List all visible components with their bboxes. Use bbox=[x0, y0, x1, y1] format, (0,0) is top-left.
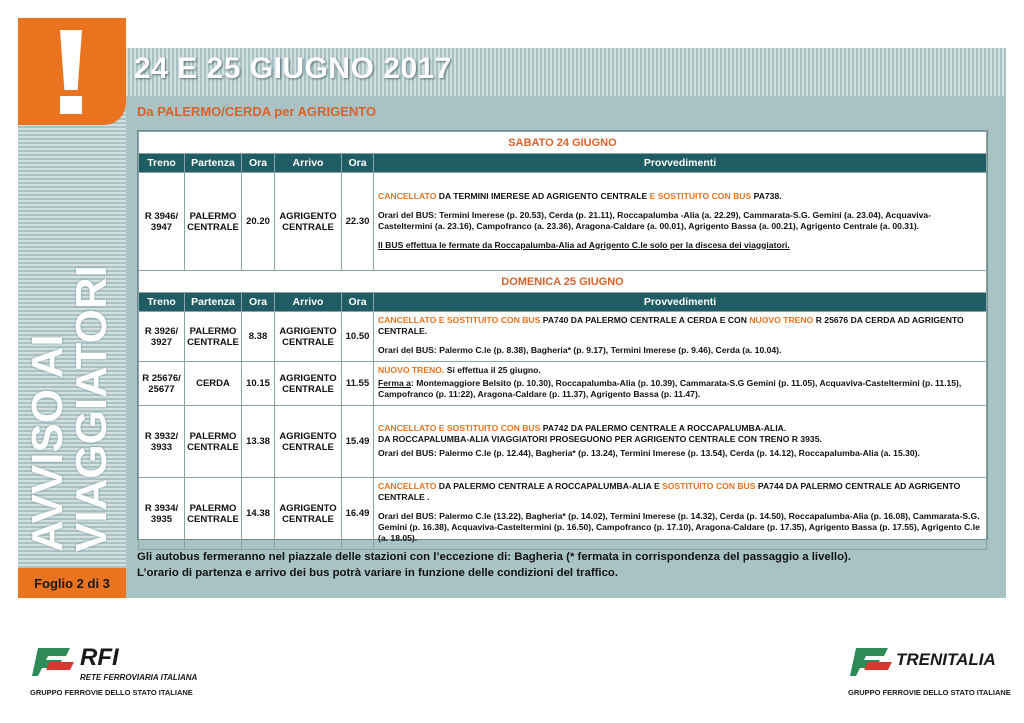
col-provvedimenti: Provvedimenti bbox=[374, 293, 987, 312]
status-new-train: NUOVO TRENO. bbox=[378, 365, 445, 375]
prov-text: DA TERMINI IMERESE AD AGRIGENTO CENTRALE bbox=[436, 190, 650, 201]
col-arrivo: Arrivo bbox=[275, 293, 342, 312]
status-new-train: NUOVO TRENO bbox=[749, 315, 814, 325]
rfi-logo bbox=[30, 640, 210, 700]
schedule-table bbox=[137, 130, 988, 543]
table-row bbox=[139, 173, 987, 271]
partenza-cell: PALERMO CENTRALE bbox=[185, 173, 242, 271]
col-ora-partenza: Ora bbox=[242, 154, 275, 173]
status-bus: SOSTITUITO CON BUS bbox=[662, 481, 756, 491]
table-row bbox=[139, 406, 987, 478]
page-title: 24 E 25 GIUGNO 2017 bbox=[134, 52, 452, 85]
provvedimenti-cell bbox=[374, 173, 987, 271]
table-row bbox=[139, 312, 987, 362]
prov-text: PA738. bbox=[751, 190, 782, 201]
stops-label: Ferma a bbox=[378, 378, 411, 388]
prov-text: DA ROCCAPALUMBA-ALIA VIAGGIATORI PROSEGUONO PER AGRIGENTO CENTRALE CON TRENO R 3935. bbox=[378, 433, 822, 444]
treno-cell: R 3926/ 3927 bbox=[139, 312, 185, 362]
prov-text: DA PALERMO CENTRALE A ROCCAPALUMBA-ALIA E bbox=[436, 481, 663, 491]
provvedimenti-cell bbox=[374, 406, 987, 478]
fs-mark-icon bbox=[30, 642, 76, 682]
ora-arrivo-cell: 16.49 bbox=[342, 478, 374, 550]
status-cancelled: CANCELLATO E SOSTITUITO CON BUS bbox=[378, 422, 541, 433]
partenza-cell: PALERMO CENTRALE bbox=[185, 312, 242, 362]
table-row bbox=[139, 362, 987, 406]
prov-text: Si effettua il 25 giugno. bbox=[444, 365, 541, 375]
provvedimenti-cell bbox=[374, 312, 987, 362]
arrivo-cell: AGRIGENTO CENTRALE bbox=[275, 478, 342, 550]
col-treno: Treno bbox=[139, 154, 185, 173]
partenza-cell: PALERMO CENTRALE bbox=[185, 478, 242, 550]
status-cancelled: CANCELLATO bbox=[378, 190, 437, 201]
treno-cell: R 3946/ 3947 bbox=[139, 173, 185, 271]
col-treno: Treno bbox=[139, 293, 185, 312]
prov-text: PA740 DA PALERMO CENTRALE A CERDA E CON bbox=[540, 315, 750, 325]
route-subtitle: Da PALERMO/CERDA per AGRIGENTO bbox=[137, 104, 377, 119]
treno-cell: R 3932/ 3933 bbox=[139, 406, 185, 478]
ora-arrivo-cell: 10.50 bbox=[342, 312, 374, 362]
exclamation-dot bbox=[60, 96, 82, 114]
prov-text: PA742 DA PALERMO CENTRALE A ROCCAPALUMBA-ALIA. bbox=[540, 422, 787, 433]
partenza-cell: PALERMO CENTRALE bbox=[185, 406, 242, 478]
sheet-indicator: Foglio 2 di 3 bbox=[18, 568, 126, 598]
partenza-cell: CERDA bbox=[185, 362, 242, 406]
ora-partenza-cell: 10.15 bbox=[242, 362, 275, 406]
trenitalia-logo bbox=[848, 640, 1011, 700]
status-cancelled: CANCELLATO bbox=[378, 481, 437, 491]
col-partenza: Partenza bbox=[185, 293, 242, 312]
footnote-line2: L’orario di partenza e arrivo dei bus potrà variare in funzione delle condizioni del traffico. bbox=[137, 567, 619, 579]
arrivo-cell: AGRIGENTO CENTRALE bbox=[275, 312, 342, 362]
ora-arrivo-cell: 15.49 bbox=[342, 406, 374, 478]
prov-text: PA744 DA PALERMO CENTRALE AD AGRIGENTO CENTRALE . bbox=[378, 481, 961, 502]
col-ora-arrivo: Ora bbox=[342, 154, 374, 173]
bus-times: Orari del BUS: Palermo C.le (p. 8.38), Bagheria* (p. 9.17), Termini Imerese (p. 9.46), Cerda (a. 10.04). bbox=[378, 345, 782, 355]
col-ora-arrivo: Ora bbox=[342, 293, 374, 312]
col-arrivo: Arrivo bbox=[275, 154, 342, 173]
ora-arrivo-cell: 11.55 bbox=[342, 362, 374, 406]
provvedimenti-cell bbox=[374, 478, 987, 550]
provvedimenti-cell bbox=[374, 362, 987, 406]
ora-partenza-cell: 13.38 bbox=[242, 406, 275, 478]
stops-list: : Montemaggiore Belsito (p. 10.30), Roccapalumba-Alia (p. 10.39), Cammarata-S.G Gemini (p. 11.05), Acquaviva-Casteltermini (p. 11.15), Campofranco (p. 11:22), Aragona-Caldare (p. 11.37), Agrigento Bassa (p. 11.47). bbox=[378, 378, 962, 399]
status-cancelled: CANCELLATO E SOSTITUITO CON BUS bbox=[378, 315, 541, 325]
footnote bbox=[137, 549, 997, 581]
fs-mark-icon bbox=[848, 642, 894, 682]
ora-arrivo-cell: 22.30 bbox=[342, 173, 374, 271]
day-label-saturday: SABATO 24 GIUGNO bbox=[139, 132, 987, 154]
trenitalia-group-label: GRUPPO FERROVIE DELLO STATO ITALIANE bbox=[848, 688, 1011, 697]
prov-text: R 25676 DA CERDA AD AGRIGENTO CENTRALE. bbox=[378, 315, 964, 336]
bus-note: Il BUS effettua le fermate da Roccapalumba-Alia ad Agrigento C.le solo per la discesa dei viaggiatori. bbox=[378, 239, 790, 250]
bus-times: Orari del BUS: Palermo C.le (p. 12.44), Bagheria* (p. 13.24), Termini Imerese (p. 13.54), Cerda (p. 14.12), Roccapalumba-Alia (a. 15.30). bbox=[378, 447, 920, 458]
table-header bbox=[139, 293, 987, 312]
rfi-subtitle: RETE FERROVIARIA ITALIANA bbox=[80, 673, 198, 682]
bus-times: Orari del BUS: Termini Imerese (p. 20.53), Cerda (p. 21.11), Roccapalumba -Alia (a. 22.29), Cammarata-S.G. Gemini (a. 23.04), Acquaviva-Casteltermini (a. 23.16), Campofranco (a. 23.36), Aragona-Caldare (a. 00.01), Agrigento Bassa (a. 00.21), Agrigento Centrale (a. 00.31). bbox=[378, 209, 932, 231]
arrivo-cell: AGRIGENTO CENTRALE bbox=[275, 362, 342, 406]
rfi-wordmark: RFI bbox=[80, 644, 119, 671]
arrivo-cell: AGRIGENTO CENTRALE bbox=[275, 406, 342, 478]
ora-partenza-cell: 8.38 bbox=[242, 312, 275, 362]
vertical-title bbox=[23, 192, 118, 552]
col-ora-partenza: Ora bbox=[242, 293, 275, 312]
arrivo-cell: AGRIGENTO CENTRALE bbox=[275, 173, 342, 271]
trenitalia-wordmark: TRENITALIA bbox=[896, 650, 996, 669]
col-provvedimenti: Provvedimenti bbox=[374, 154, 987, 173]
status-bus: E SOSTITUITO CON BUS bbox=[649, 190, 752, 201]
ora-partenza-cell: 20.20 bbox=[242, 173, 275, 271]
col-partenza: Partenza bbox=[185, 154, 242, 173]
day-label-sunday: DOMENICA 25 GIUGNO bbox=[139, 271, 987, 293]
treno-cell: R 3934/ 3935 bbox=[139, 478, 185, 550]
footnote-line1: Gli autobus fermeranno nel piazzale delle stazioni con l’eccezione di: Bagheria (* fermata in corrispondenza del passaggio a livello). bbox=[137, 551, 851, 563]
vertical-title-line1: AVVISO AI bbox=[23, 334, 72, 552]
table-row bbox=[139, 478, 987, 550]
table-header bbox=[139, 154, 987, 173]
rfi-group-label: GRUPPO FERROVIE DELLO STATO ITALIANE bbox=[30, 688, 193, 697]
vertical-title-line2: VIAGGIATORI bbox=[67, 265, 116, 552]
treno-cell: R 25676/ 25677 bbox=[139, 362, 185, 406]
bus-times: Orari del BUS: Palermo C.le (13.22), Bagheria* (p. 14.02), Termini Imerese (p. 14.32), Cerda (p. 14.50), Roccapalumba-Alia (p. 16.08), Cammarata-S.G. Gemini (p. 16.38), Acquaviva-Casteltermini (p. 16.50), Campofranco (p. 17.10), Aragona-Caldare (p. 17.35), Agrigento Bassa (p. 17.55), Agrigento C.le (a. 18.05). bbox=[378, 511, 980, 543]
ora-partenza-cell: 14.38 bbox=[242, 478, 275, 550]
